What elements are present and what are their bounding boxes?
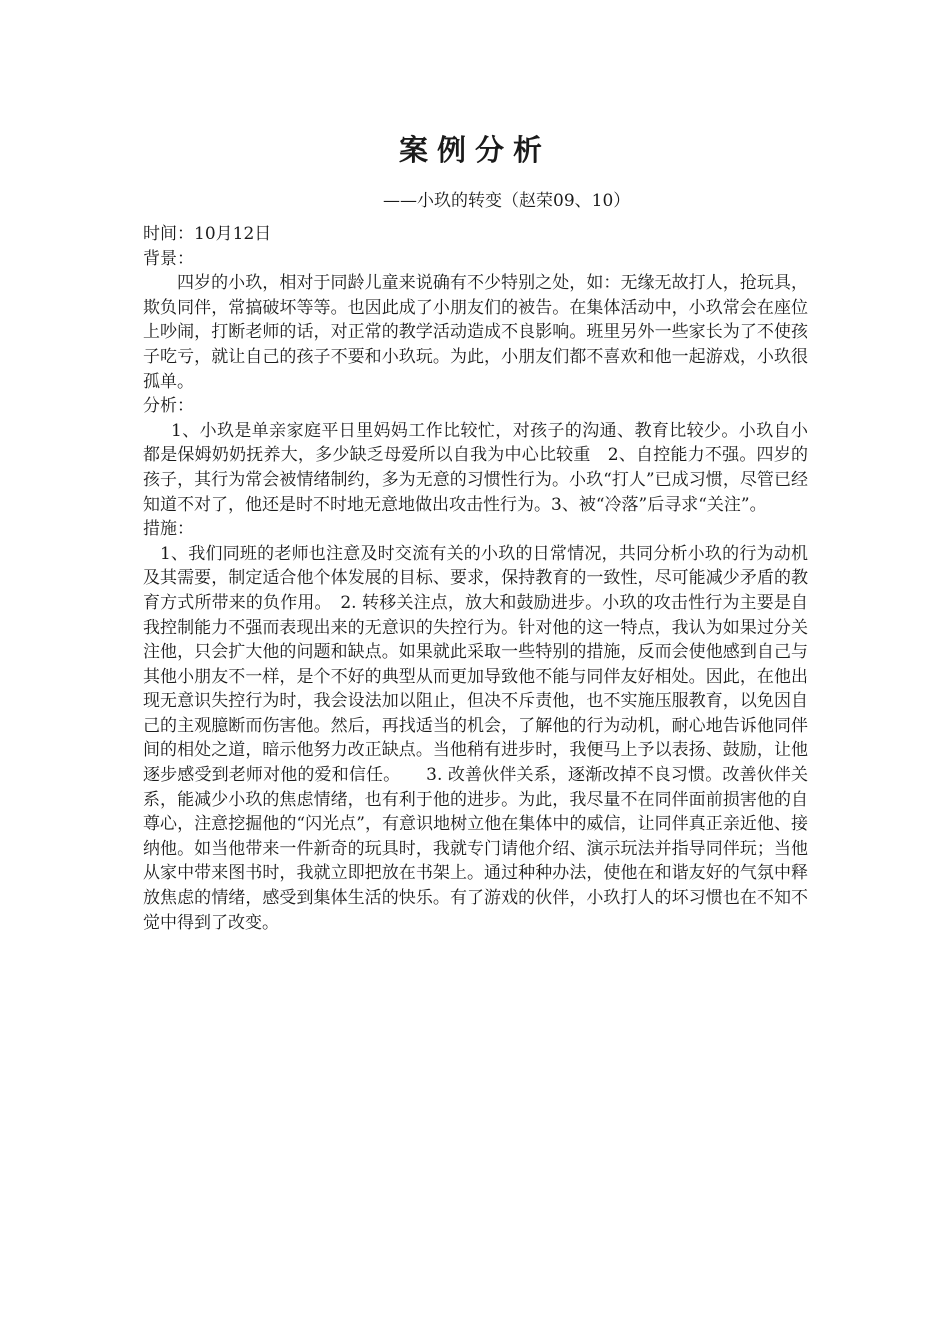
analysis-heading: 分析： bbox=[143, 396, 194, 417]
document-body bbox=[143, 222, 808, 935]
analysis-paragraph: 1、小玖是单亲家庭平日里妈妈工作比较忙，对孩子的沟通、教育比较少。小玖自小都是保姆奶奶抚养大，多少缺乏母爱所以自我为中心比较重 2、自控能力不强。四岁的孩子，其行为常会被情绪制约，多为无意的习惯性行为。小玖“打人”已成习惯，尽管已经知道不对了，他还是时不时地无意地做出攻击性行为。3、被“冷落”后寻求“关注”。 bbox=[143, 420, 808, 515]
background-heading: 背景： bbox=[143, 248, 194, 269]
measures-paragraph: 1、我们同班的老师也注意及时交流有关的小玖的日常情况，共同分析小玖的行为动机及其需要，制定适合他个体发展的目标、要求，保持教育的一致性，尽可能减少矛盾的教育方式所带来的负作用。 2. 转移关注点，放大和鼓励进步。小玖的攻击性行为主要是自我控制能力不强而表现出来的无意识的失控行为。针对他的这一特点，我认为如果过分关注他，只会扩大他的问题和缺点。如果就此采取一些特别的措施，反而会使他感到自己与其他小朋友不一样，是个不好的典型从而更加导致他不能与同伴友好相处。因此，在他出现无意识失控行为时，我会设法加以阻止，但决不斥责他，也不实施压服教育，以免因自己的主观臆断而伤害他。然后，再找适当的机会，了解他的行为动机，耐心地告诉他同伴间的相处之道，暗示他努力改正缺点。当他稍有进步时，我便马上予以表扬、鼓励，让他逐步感受到老师对他的爱和信任。 3. 改善伙伴关系，逐渐改掉不良习惯。改善伙伴关系，能减少小玖的焦虑情绪，也有利于他的进步。为此，我尽量不在同伴面前损害他的自尊心，注意挖掘他的“闪光点”，有意识地树立他在集体中的威信，让同伴真正亲近他、接纳他。如当他带来一件新奇的玩具时，我就专门请他介绍、演示玩法并指导同伴玩；当他从家中带来图书时，我就立即把放在书架上。通过种种办法，使他在和谐友好的气氛中释放焦虑的情绪，感受到集体生活的快乐。有了游戏的伙伴，小玖打人的坏习惯也在不知不觉中得到了改变。 bbox=[143, 543, 808, 933]
measures-heading: 措施： bbox=[143, 519, 194, 540]
time-line: 时间：10月12日 bbox=[143, 224, 272, 244]
document-title: 案例分析 bbox=[398, 133, 551, 167]
document-subtitle: ——小玖的转变（赵荣09、10） bbox=[383, 191, 631, 211]
background-paragraph: 四岁的小玖，相对于同龄儿童来说确有不少特别之处，如：无缘无故打人，抢玩具，欺负同伴，常搞破坏等等。也因此成了小朋友们的被告。在集体活动中，小玖常会在座位上吵闹，打断老师的话，对正常的教学活动造成不良影响。班里另外一些家长为了不使孩子吃亏，就让自己的孩子不要和小玖玩。为此，小朋友们都不喜欢和他一起游戏，小玖很孤单。 bbox=[143, 273, 808, 392]
